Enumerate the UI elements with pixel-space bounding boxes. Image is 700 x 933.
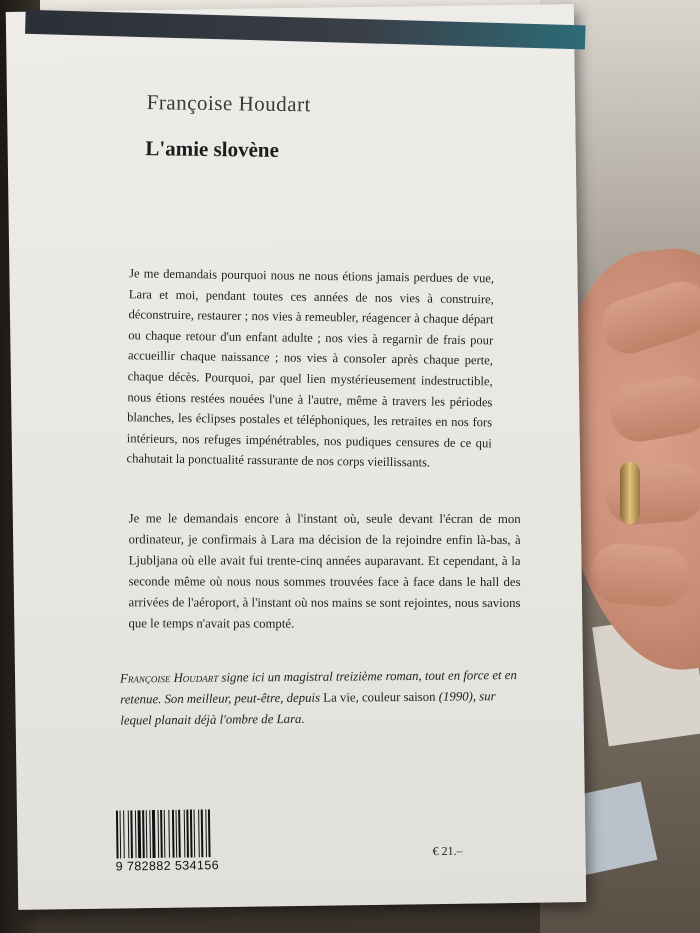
barcode-bar [194,809,196,857]
barcode-bar [128,810,130,858]
barcode-bar [146,810,148,858]
isbn-number: 9 782882 534156 [115,858,220,874]
excerpt-text-2: Je me le demandais encore à l'instant où, seule devant l'écran de mon ordinateur, je confirmais à Lara ma décision de la rejoindre enfin là-bas, à Ljubljana où elle avait fui trente-cinq années auparavant. Et cependant, à la seconde même où nous nous sommes trouvées face à face dans le hall des arrivées de l'aéroport, à l'instant où nos mains se sont rejointes, nous savions que le temps n'avait pas compté. [128,511,521,631]
barcode-bar [198,809,200,857]
excerpt-text-1: Je me demandais pourquoi nous ne nous étions jamais perdues de vue, Lara et moi, pendant toutes ces années de nos vies à construire, déconstruire, restaurer ; nos vies à remeubler, réagencer à chaque départ ou chaque retour d'un enfant adulte ; nos vies à regarnir de frais pour accueillir chaque naissance ; nos vies à consoler après chaque perte, chaque décès. Pourquoi, par quel lien mystérieusement indestructible, nous étions restées nouées l'une à l'autre, même à travers les périodes blanches, les éclipses postales et téléphoniques, les retraites en nos fors intérieurs, nos refuges impénétrables, nos pudiques censures de ce qui chahutait la ponctualité rassurante de nos corps vieillissants. [126,266,495,470]
book-back-cover [6,4,586,910]
barcode-bar [142,810,145,858]
publisher-blurb [120,665,521,731]
blurb-text-1: signe ici un magistral treizième roman, tout en force et en retenue. Son meilleur, peut-être, depuis [120,668,517,707]
barcode-bar [201,809,204,857]
barcode-bar [120,810,122,858]
barcode-bar [178,810,181,858]
cover-top-band [25,10,585,50]
author-name: Françoise Houdart [146,90,312,117]
barcode-bar [130,810,133,858]
finger [588,542,692,609]
price: € 21.– [432,843,463,859]
barcode [115,809,256,873]
barcode-bar [135,810,137,858]
barcode-bar [208,809,211,857]
blurb-previous-title: La vie, couleur saison [323,689,436,705]
barcode-bar [186,810,189,858]
barcode-bar [138,810,142,858]
barcode-bar [205,809,207,857]
barcode-bar [190,809,193,857]
barcode-bar [152,810,156,858]
barcode-bar [158,810,160,858]
barcode-bar [184,810,186,858]
barcode-bar [149,810,151,858]
barcode-bar [123,810,125,858]
barcode-bar [176,810,178,858]
wedding-ring [620,462,640,524]
barcode-bar [168,810,170,858]
book-title: L'amie slovène [145,136,280,162]
blurb-author-name: Françoise Houdart [119,670,219,686]
finger [603,462,700,527]
barcode-bar [172,810,175,858]
barcode-bar [160,810,163,858]
barcode-bar [164,810,166,858]
barcode-bars [115,809,250,859]
excerpt-paragraph-2 [128,508,520,635]
barcode-bar [116,811,119,859]
excerpt-paragraph-1 [126,263,494,474]
blurb-text-2: (1990), sur lequel planait déjà l'ombre de Lara. [120,689,496,728]
